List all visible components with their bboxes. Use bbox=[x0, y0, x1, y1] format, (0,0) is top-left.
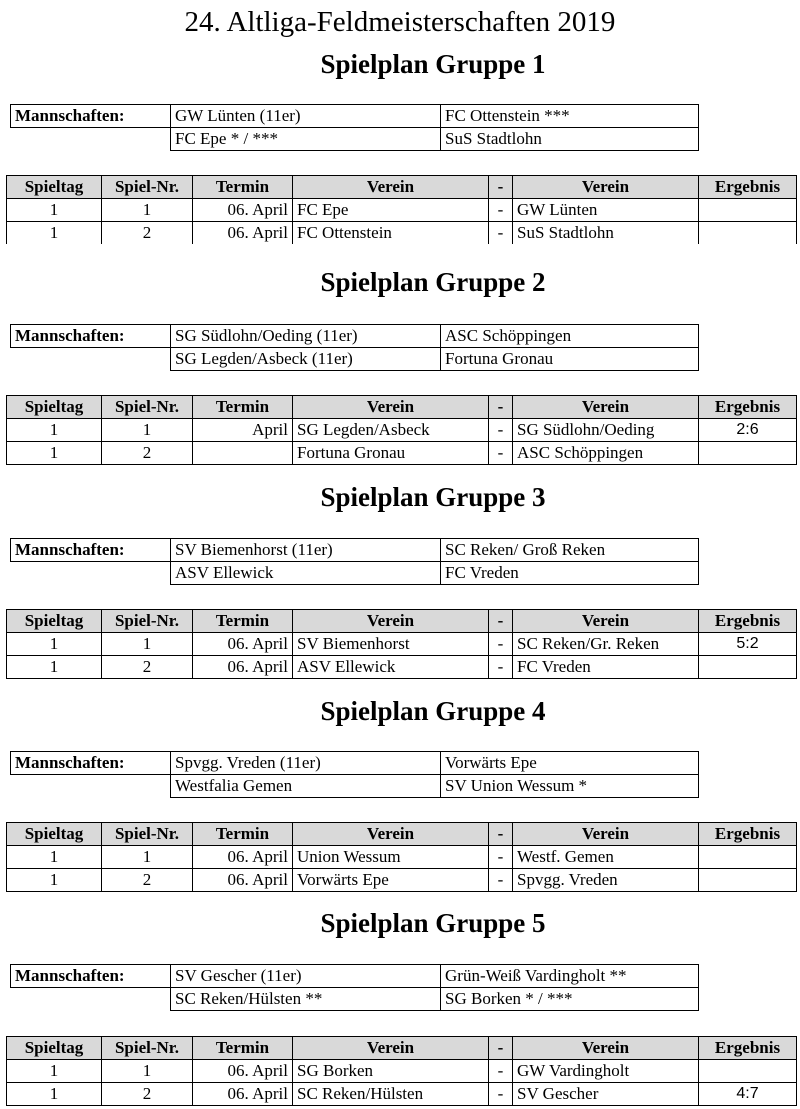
separator-cell: - bbox=[489, 1083, 513, 1106]
header-separator: - bbox=[489, 176, 513, 199]
header-spiel-nr: Spiel-Nr. bbox=[102, 176, 193, 199]
group-title: Spielplan Gruppe 5 bbox=[320, 908, 546, 938]
home-team-cell: FC Ottenstein bbox=[293, 222, 489, 245]
header-verein-heim: Verein bbox=[293, 610, 489, 633]
table-row bbox=[7, 1083, 797, 1106]
group-title: Spielplan Gruppe 2 bbox=[320, 267, 546, 297]
schedule-table bbox=[6, 175, 797, 244]
separator-cell: - bbox=[489, 633, 513, 656]
header-spieltag: Spieltag bbox=[7, 1037, 102, 1060]
header-verein-gast: Verein bbox=[513, 610, 699, 633]
header-termin: Termin bbox=[193, 1037, 293, 1060]
team-cell: FC Vreden bbox=[441, 562, 699, 585]
result-cell bbox=[699, 846, 797, 869]
termin-cell: 06. April bbox=[193, 1083, 293, 1106]
separator-cell: - bbox=[489, 419, 513, 442]
table-row bbox=[7, 1060, 797, 1083]
header-ergebnis: Ergebnis bbox=[699, 823, 797, 846]
teams-label: Mannschaften: bbox=[11, 105, 171, 128]
header-termin: Termin bbox=[193, 396, 293, 419]
header-termin: Termin bbox=[193, 823, 293, 846]
spieltag-cell: 1 bbox=[7, 633, 102, 656]
header-separator: - bbox=[489, 610, 513, 633]
away-team-cell: SC Reken/Gr. Reken bbox=[513, 633, 699, 656]
team-cell: FC Epe * / *** bbox=[171, 128, 441, 151]
teams-label: Mannschaften: bbox=[11, 539, 171, 562]
group-title: Spielplan Gruppe 4 bbox=[320, 696, 546, 726]
spieltag-cell: 1 bbox=[7, 656, 102, 679]
table-row bbox=[7, 846, 797, 869]
separator-cell: - bbox=[489, 656, 513, 679]
blank-cell bbox=[11, 562, 171, 585]
separator-cell: - bbox=[489, 222, 513, 245]
team-cell: SG Legden/Asbeck (11er) bbox=[171, 348, 441, 371]
schedule-table bbox=[6, 609, 797, 679]
result-cell bbox=[699, 442, 797, 465]
team-cell: SV Gescher (11er) bbox=[171, 965, 441, 988]
header-ergebnis: Ergebnis bbox=[699, 176, 797, 199]
blank-cell bbox=[11, 775, 171, 798]
header-verein-gast: Verein bbox=[513, 176, 699, 199]
header-verein-gast: Verein bbox=[513, 1037, 699, 1060]
table-row bbox=[7, 869, 797, 892]
team-cell: Westfalia Gemen bbox=[171, 775, 441, 798]
termin-cell: 06. April bbox=[193, 222, 293, 245]
team-cell: GW Lünten (11er) bbox=[171, 105, 441, 128]
away-team-cell: FC Vreden bbox=[513, 656, 699, 679]
spieltag-cell: 1 bbox=[7, 419, 102, 442]
schedule-table bbox=[6, 395, 797, 465]
spiel-nr-cell: 2 bbox=[102, 1083, 193, 1106]
header-verein-heim: Verein bbox=[293, 396, 489, 419]
header-spiel-nr: Spiel-Nr. bbox=[102, 610, 193, 633]
table-row bbox=[7, 199, 797, 222]
result-cell: 2:6 bbox=[699, 419, 797, 442]
header-spiel-nr: Spiel-Nr. bbox=[102, 823, 193, 846]
header-ergebnis: Ergebnis bbox=[699, 1037, 797, 1060]
result-cell bbox=[699, 1060, 797, 1083]
termin-cell: 06. April bbox=[193, 869, 293, 892]
spieltag-cell: 1 bbox=[7, 1060, 102, 1083]
away-team-cell: SV Gescher bbox=[513, 1083, 699, 1106]
team-cell: SuS Stadtlohn bbox=[441, 128, 699, 151]
spiel-nr-cell: 2 bbox=[102, 656, 193, 679]
termin-cell: 06. April bbox=[193, 656, 293, 679]
blank-cell bbox=[11, 988, 171, 1011]
away-team-cell: ASC Schöppingen bbox=[513, 442, 699, 465]
team-cell: Fortuna Gronau bbox=[441, 348, 699, 371]
away-team-cell: SuS Stadtlohn bbox=[513, 222, 699, 245]
group-title: Spielplan Gruppe 1 bbox=[320, 49, 546, 79]
termin-cell bbox=[193, 442, 293, 465]
table-row bbox=[7, 633, 797, 656]
header-row bbox=[7, 396, 797, 419]
teams-label: Mannschaften: bbox=[11, 752, 171, 775]
schedule-table bbox=[6, 1036, 797, 1106]
table-row bbox=[7, 419, 797, 442]
teams-table bbox=[10, 751, 699, 798]
team-cell: Grün-Weiß Vardingholt ** bbox=[441, 965, 699, 988]
header-separator: - bbox=[489, 396, 513, 419]
header-spiel-nr: Spiel-Nr. bbox=[102, 1037, 193, 1060]
home-team-cell: Vorwärts Epe bbox=[293, 869, 489, 892]
spieltag-cell: 1 bbox=[7, 222, 102, 245]
header-row bbox=[7, 823, 797, 846]
separator-cell: - bbox=[489, 442, 513, 465]
header-spieltag: Spieltag bbox=[7, 823, 102, 846]
result-cell bbox=[699, 199, 797, 222]
away-team-cell: GW Vardingholt bbox=[513, 1060, 699, 1083]
teams-table bbox=[10, 324, 699, 371]
result-cell: 4:7 bbox=[699, 1083, 797, 1106]
away-team-cell: Westf. Gemen bbox=[513, 846, 699, 869]
result-cell bbox=[699, 222, 797, 245]
termin-cell: April bbox=[193, 419, 293, 442]
header-verein-heim: Verein bbox=[293, 176, 489, 199]
spiel-nr-cell: 1 bbox=[102, 419, 193, 442]
spiel-nr-cell: 2 bbox=[102, 222, 193, 245]
header-ergebnis: Ergebnis bbox=[699, 610, 797, 633]
teams-table bbox=[10, 104, 699, 151]
header-verein-heim: Verein bbox=[293, 1037, 489, 1060]
termin-cell: 06. April bbox=[193, 199, 293, 222]
result-cell bbox=[699, 869, 797, 892]
team-cell: SG Borken * / *** bbox=[441, 988, 699, 1011]
away-team-cell: GW Lünten bbox=[513, 199, 699, 222]
spieltag-cell: 1 bbox=[7, 442, 102, 465]
team-cell: ASC Schöppingen bbox=[441, 325, 699, 348]
team-cell: SC Reken/Hülsten ** bbox=[171, 988, 441, 1011]
spieltag-cell: 1 bbox=[7, 869, 102, 892]
header-row bbox=[7, 1037, 797, 1060]
header-separator: - bbox=[489, 1037, 513, 1060]
separator-cell: - bbox=[489, 869, 513, 892]
result-cell: 5:2 bbox=[699, 633, 797, 656]
blank-cell bbox=[11, 348, 171, 371]
teams-table bbox=[10, 964, 699, 1011]
home-team-cell: ASV Ellewick bbox=[293, 656, 489, 679]
header-spieltag: Spieltag bbox=[7, 610, 102, 633]
teams-label: Mannschaften: bbox=[11, 965, 171, 988]
table-row bbox=[7, 442, 797, 465]
team-cell: FC Ottenstein *** bbox=[441, 105, 699, 128]
spieltag-cell: 1 bbox=[7, 846, 102, 869]
teams-label: Mannschaften: bbox=[11, 325, 171, 348]
separator-cell: - bbox=[489, 846, 513, 869]
home-team-cell: Fortuna Gronau bbox=[293, 442, 489, 465]
team-cell: ASV Ellewick bbox=[171, 562, 441, 585]
spiel-nr-cell: 1 bbox=[102, 633, 193, 656]
schedule-table bbox=[6, 822, 797, 892]
team-cell: Spvgg. Vreden (11er) bbox=[171, 752, 441, 775]
separator-cell: - bbox=[489, 199, 513, 222]
home-team-cell: SG Borken bbox=[293, 1060, 489, 1083]
home-team-cell: FC Epe bbox=[293, 199, 489, 222]
separator-cell: - bbox=[489, 1060, 513, 1083]
team-cell: SV Biemenhorst (11er) bbox=[171, 539, 441, 562]
header-row bbox=[7, 610, 797, 633]
home-team-cell: SV Biemenhorst bbox=[293, 633, 489, 656]
spiel-nr-cell: 1 bbox=[102, 1060, 193, 1083]
header-spieltag: Spieltag bbox=[7, 396, 102, 419]
header-row bbox=[7, 176, 797, 199]
spieltag-cell: 1 bbox=[7, 199, 102, 222]
header-spiel-nr: Spiel-Nr. bbox=[102, 396, 193, 419]
table-row bbox=[7, 222, 797, 245]
spiel-nr-cell: 1 bbox=[102, 846, 193, 869]
blank-cell bbox=[11, 128, 171, 151]
page-title: 24. Altliga-Feldmeisterschaften 2019 bbox=[184, 6, 616, 38]
termin-cell: 06. April bbox=[193, 1060, 293, 1083]
away-team-cell: SG Südlohn/Oeding bbox=[513, 419, 699, 442]
home-team-cell: SC Reken/Hülsten bbox=[293, 1083, 489, 1106]
team-cell: SG Südlohn/Oeding (11er) bbox=[171, 325, 441, 348]
header-verein-gast: Verein bbox=[513, 396, 699, 419]
header-termin: Termin bbox=[193, 176, 293, 199]
header-termin: Termin bbox=[193, 610, 293, 633]
table-row bbox=[7, 656, 797, 679]
header-ergebnis: Ergebnis bbox=[699, 396, 797, 419]
home-team-cell: Union Wessum bbox=[293, 846, 489, 869]
spiel-nr-cell: 1 bbox=[102, 199, 193, 222]
spiel-nr-cell: 2 bbox=[102, 869, 193, 892]
result-cell bbox=[699, 656, 797, 679]
header-separator: - bbox=[489, 823, 513, 846]
team-cell: SC Reken/ Groß Reken bbox=[441, 539, 699, 562]
team-cell: Vorwärts Epe bbox=[441, 752, 699, 775]
header-verein-gast: Verein bbox=[513, 823, 699, 846]
teams-table bbox=[10, 538, 699, 585]
header-spieltag: Spieltag bbox=[7, 176, 102, 199]
away-team-cell: Spvgg. Vreden bbox=[513, 869, 699, 892]
spieltag-cell: 1 bbox=[7, 1083, 102, 1106]
termin-cell: 06. April bbox=[193, 633, 293, 656]
home-team-cell: SG Legden/Asbeck bbox=[293, 419, 489, 442]
header-verein-heim: Verein bbox=[293, 823, 489, 846]
team-cell: SV Union Wessum * bbox=[441, 775, 699, 798]
spiel-nr-cell: 2 bbox=[102, 442, 193, 465]
group-title: Spielplan Gruppe 3 bbox=[320, 482, 546, 512]
termin-cell: 06. April bbox=[193, 846, 293, 869]
